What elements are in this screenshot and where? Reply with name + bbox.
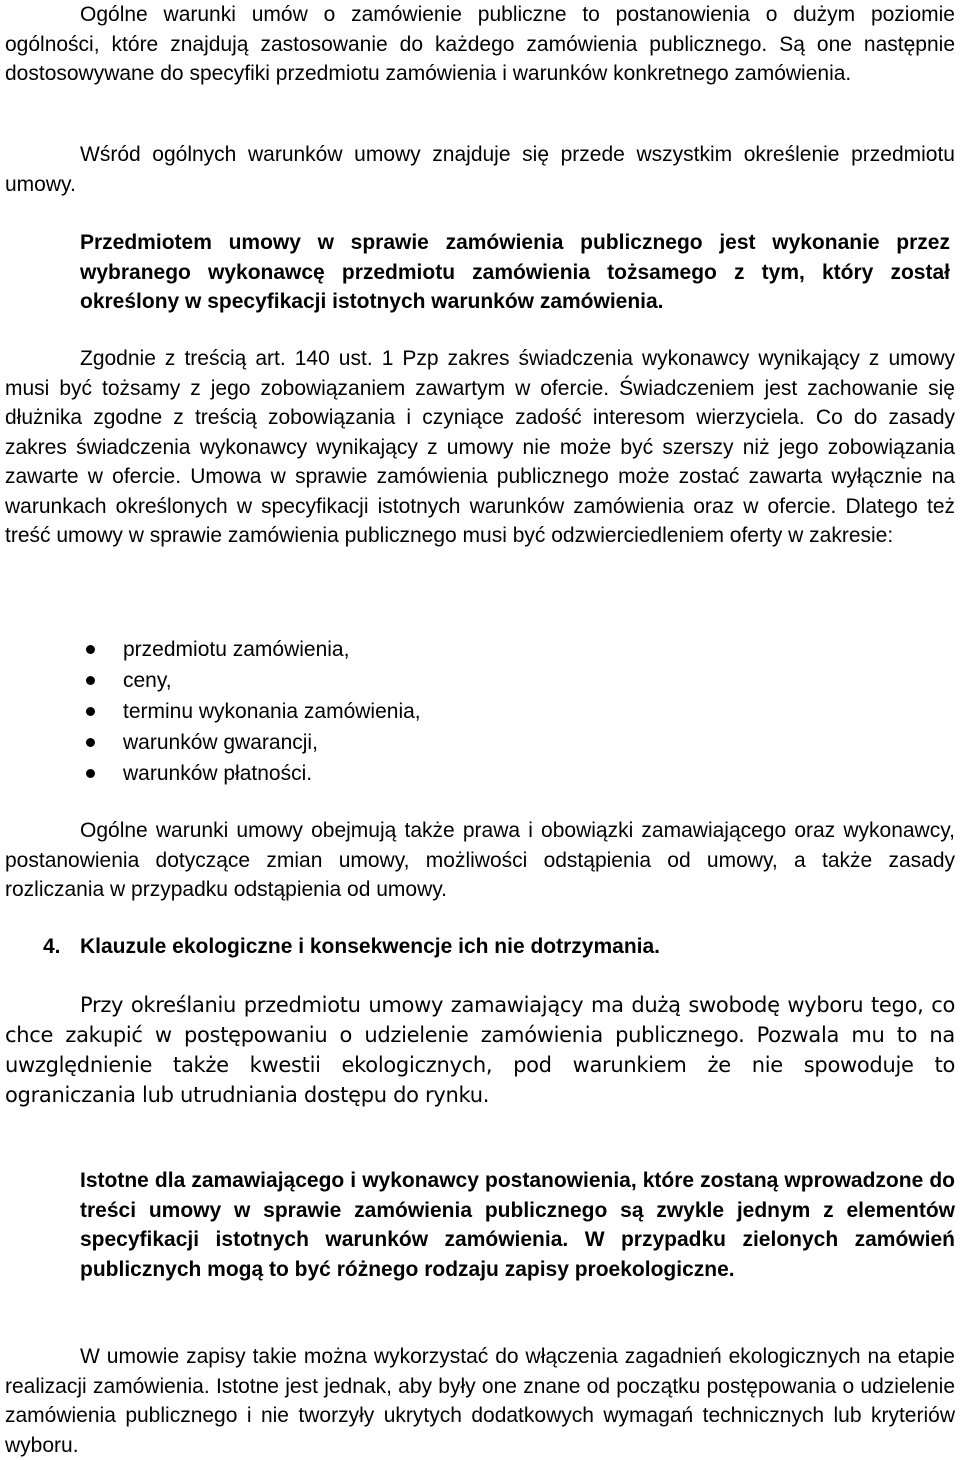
paragraph-subject-definition-bold: Przedmiotem umowy w sprawie zamówienia publicznego jest wykonanie przez wybranego wykonawcę przedmiotu zamówienia tożsamego z tym, który został określony w specyfikacji istotnych warunków zamówienia. (80, 231, 950, 313)
bullet-icon (86, 769, 95, 778)
section-number: 4. (43, 935, 61, 958)
paragraph-freedom-of-choice: Przy określaniu przedmiotu umowy zamawiający ma dużą swobodę wyboru tego, co chce zakupić w postępowaniu o udzielenie zamówienia publicznego. Pozwala mu to na uwzględnienie także kwestii ekologicznych, pod warunkiem że nie spowoduje to ograniczania lub utrudniania dostępu do rynku. (5, 993, 955, 1107)
bullet-icon (86, 645, 95, 654)
offer-scope-list (5, 634, 955, 789)
paragraph-green-procurement-bold: Istotne dla zamawiającego i wykonawcy postanowienia, które zostaną wprowadzone do treści umowy w sprawie zamówienia publicznego są zwykle jednym z elementów specyfikacji istotnych warunków zamówienia. W przypadku zielonych zamówień publicznych mogą to być różnego rodzaju zapisy proekologiczne. (80, 1169, 955, 1281)
list-item: ceny, (5, 665, 955, 696)
section-heading (5, 932, 955, 962)
paragraph-subject-of-contract: Wśród ogólnych warunków umowy znajduje się przede wszystkim określenie przedmiotu umowy. (5, 143, 955, 196)
list-item: warunków gwarancji, (5, 727, 955, 758)
paragraph-rights-obligations: Ogólne warunki umowy obejmują także prawa i obowiązki zamawiającego oraz wykonawcy, postanowienia dotyczące zmian umowy, możliwości odstąpienia od umowy, a także zasady rozliczania w przypadku odstąpienia od umowy. (5, 819, 955, 901)
list-item: terminu wykonania zamówienia, (5, 696, 955, 727)
bullet-icon (86, 676, 95, 685)
section-title: Klauzule ekologiczne i konsekwencje ich nie dotrzymania. (80, 935, 661, 958)
paragraph-general-conditions: Ogólne warunki umów o zamówienie publiczne to postanowienia o dużym poziomie ogólności, które znajdują zastosowanie do każdego zamówienia publicznego. Są one następnie dostosowywane do specyfiki przedmiotu zamówienia i warunków konkretnego zamówienia. (5, 3, 955, 85)
bullet-icon (86, 707, 95, 716)
list-item: przedmiotu zamówienia, (5, 634, 955, 665)
paragraph-contract-clauses: W umowie zapisy takie można wykorzystać do włączenia zagadnień ekologicznych na etapie realizacji zamówienia. Istotne jest jednak, aby były one znane od początku postępowania o udzielenie zamówienia publicznego i nie tworzyły ukrytych dodatkowych wymagań technicznych lub kryteriów wyboru. (5, 1345, 955, 1457)
bullet-icon (86, 738, 95, 747)
list-item: warunków płatności. (5, 758, 955, 789)
paragraph-art-140: Zgodnie z treścią art. 140 ust. 1 Pzp zakres świadczenia wykonawcy wynikający z umowy musi być tożsamy z jego zobowiązaniem zawartym w ofercie. Świadczeniem jest zachowanie się dłużnika zgodne z treścią zobowiązania i czyniące zadość interesom wierzyciela. Co do zasady zakres świadczenia wykonawcy wynikający z umowy nie może być szerszy niż jego zobowiązania zawarte w ofercie. Umowa w sprawie zamówienia publicznego może zostać zawarta wyłącznie na warunkach określonych w specyfikacji istotnych warunków zamówienia oraz w ofercie. Dlatego też treść umowy w sprawie zamówienia publicznego musi być odzwierciedleniem oferty w zakresie: (5, 347, 955, 547)
